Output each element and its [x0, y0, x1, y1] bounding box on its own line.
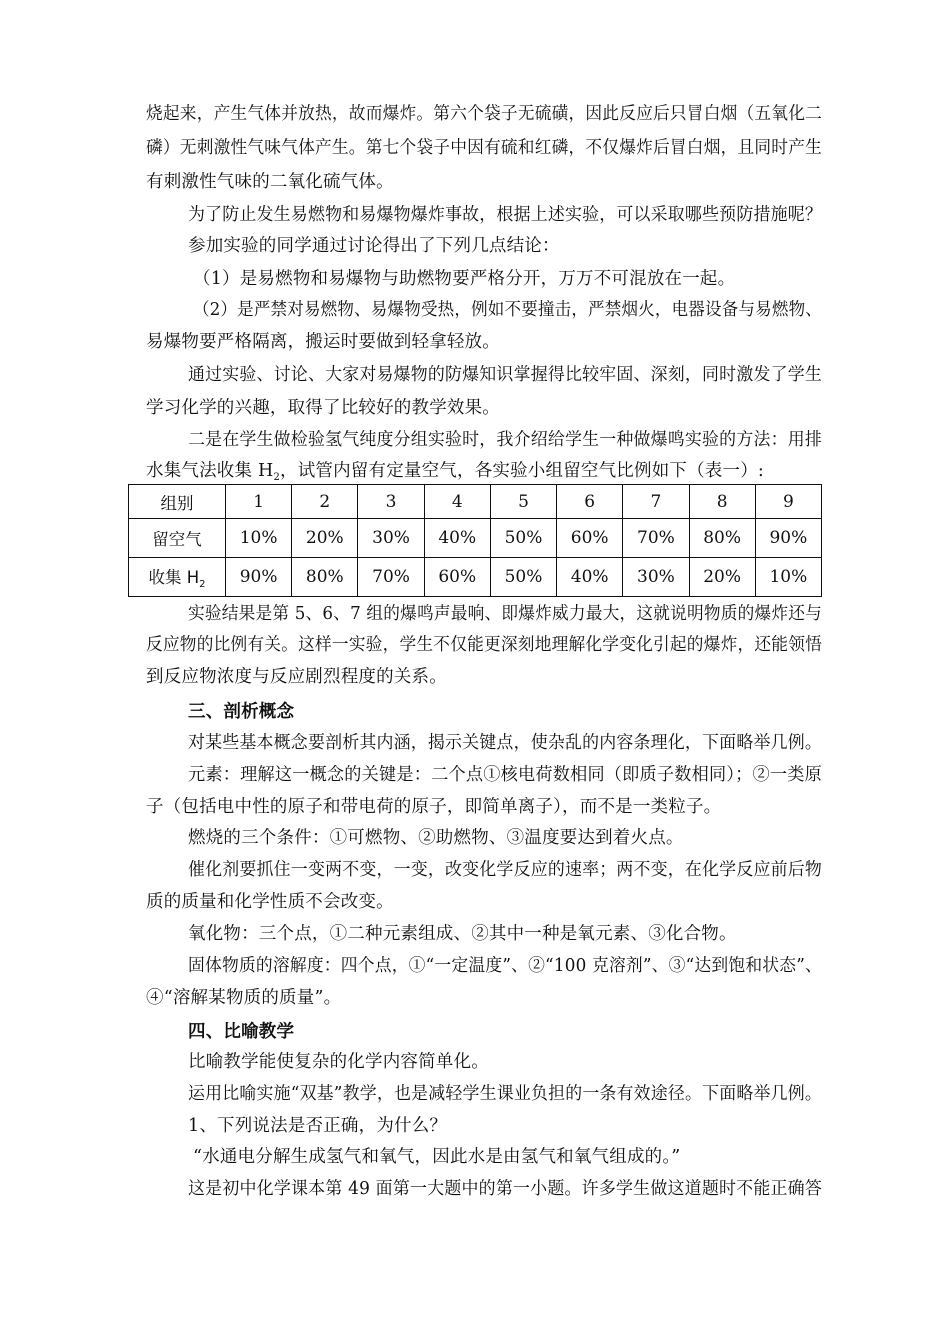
table-cell: 50% — [490, 558, 556, 597]
paragraph-line: 二是在学生做检验氢气纯度分组实验时，我介绍给学生一种做爆鸣实验的方法：用排 — [188, 430, 822, 450]
paragraph-line: 质的质量和化学性质不会改变。 — [146, 892, 394, 912]
table-cell: 60% — [424, 558, 490, 597]
row-header-h2 — [129, 558, 226, 597]
paragraph-line: 通过实验、讨论、大家对易爆物的防爆知识掌握得比较牢固、深刻，同时激发了学生 — [188, 365, 822, 385]
text-span: ，试管内留有定量空气，各实验小组留空气比例如下（表一）: — [280, 461, 764, 481]
paragraph-line: 子（包括电中性的原子和带电荷的原子，即简单离子），而不是一类粒子。 — [146, 797, 722, 817]
paragraph-line: 学习化学的兴趣，取得了比较好的教学效果。 — [146, 398, 500, 418]
paragraph-line: 这是初中化学课本第 49 面第一大题中的第一小题。许多学生做这道题时不能正确答 — [188, 1179, 822, 1199]
row-header-group: 组别 — [129, 485, 226, 519]
paragraph-line: 磷）无刺激性气味气体产生。第七个袋子中因有硫和红磷，不仅爆炸后冒白烟，且同时产生 — [146, 138, 822, 158]
table-cell: 40% — [424, 519, 490, 558]
table-cell: 50% — [490, 519, 556, 558]
table-row — [129, 558, 822, 597]
paragraph-line: 对某些基本概念要剖析其内涵，揭示关键点，使杂乱的内容条理化，下面略举几例。 — [188, 733, 822, 753]
table-cell: 10% — [755, 558, 821, 597]
paragraph-line: 实验结果是第 5、6、7 组的爆鸣声最响、即爆炸威力最大，这就说明物质的爆炸还与 — [188, 604, 822, 624]
paragraph-line: 反应物的比例有关。这样一实验，学生不仅能更深刻地理解化学变化引起的爆炸，还能领悟 — [146, 635, 822, 655]
text-span: 收集 H — [148, 568, 200, 587]
paragraph-line: 到反应物浓度与反应剧烈程度的关系。 — [146, 667, 447, 687]
table-cell: 20% — [689, 558, 755, 597]
paragraph-line: 催化剂要抓住一变两不变，一变，改变化学反应的速率；两不变，在化学反应前后物 — [188, 860, 822, 880]
paragraph-line: （2）是严禁对易燃物、易爆物受热，例如不要撞击，严禁烟火，电器设备与易燃物、 — [193, 300, 822, 320]
table-cell: 4 — [424, 485, 490, 519]
paragraph-line: 固体物质的溶解度：四个点，①“一定温度”、②“100 克溶剂”、③“达到饱和状态”、 — [188, 956, 822, 976]
table-cell: 6 — [557, 485, 623, 519]
row-header-air: 留空气 — [129, 519, 226, 558]
table-cell: 3 — [358, 485, 424, 519]
table-cell: 2 — [292, 485, 358, 519]
subscript: 2 — [199, 579, 206, 590]
table-cell: 9 — [755, 485, 821, 519]
paragraph-line: 1、下列说法是否正确，为什么？ — [188, 1116, 448, 1136]
paragraph-line: （1）是易燃物和易爆物与助燃物要严格分开，万万不可混放在一起。 — [193, 269, 736, 289]
text-span: 水集气法收集 H — [146, 461, 274, 481]
paragraph-line: 运用比喻实施“双基”教学，也是减轻学生课业负担的一条有效途径。下面略举几例。 — [188, 1084, 822, 1104]
table-row — [129, 519, 822, 558]
table-cell: 30% — [358, 519, 424, 558]
table-cell: 70% — [623, 519, 689, 558]
section-heading: 三、剖析概念 — [188, 702, 295, 722]
table-cell: 80% — [689, 519, 755, 558]
paragraph-line: 比喻教学能使复杂的化学内容简单化。 — [188, 1052, 489, 1072]
table-cell: 90% — [755, 519, 821, 558]
paragraph-line: ④“溶解某物质的质量”。 — [146, 988, 342, 1008]
paragraph-line: 易爆物要严格隔离，搬运时要做到轻拿轻放。 — [146, 332, 500, 352]
paragraph-line: 烧起来，产生气体并放热，故而爆炸。第六个袋子无硫磺，因此反应后只冒白烟（五氧化二 — [146, 104, 822, 124]
table-cell: 1 — [226, 485, 292, 519]
experiment-table — [128, 484, 822, 597]
table-cell: 70% — [358, 558, 424, 597]
paragraph-line: 元素：理解这一概念的关键是：二个点①核电荷数相同（即质子数相同）；②一类原 — [188, 765, 822, 785]
table-cell: 7 — [623, 485, 689, 519]
table-cell: 30% — [623, 558, 689, 597]
section-heading: 四、比喻教学 — [188, 1022, 295, 1042]
table-cell: 90% — [226, 558, 292, 597]
table-cell: 8 — [689, 485, 755, 519]
table-row — [129, 485, 822, 519]
paragraph-line: 有刺激性气味的二氧化硫气体。 — [146, 172, 394, 192]
subscript: 2 — [273, 472, 280, 483]
paragraph-line: “水通电分解生成氢气和氧气，因此水是由氢气和氧气组成的。” — [193, 1147, 681, 1167]
paragraph-line: 为了防止发生易燃物和易爆物爆炸事故，根据上述实验，可以采取哪些预防措施呢？ — [188, 205, 822, 225]
table-cell: 60% — [557, 519, 623, 558]
paragraph-line: 参加实验的同学通过讨论得出了下列几点结论： — [188, 236, 560, 256]
table-cell: 5 — [490, 485, 556, 519]
table-cell: 10% — [226, 519, 292, 558]
paragraph-line: 氧化物：三个点，①二种元素组成、②其中一种是氧元素、③化合物。 — [188, 924, 737, 944]
table-cell: 20% — [292, 519, 358, 558]
table-cell: 80% — [292, 558, 358, 597]
table-cell: 40% — [557, 558, 623, 597]
paragraph-line: 燃烧的三个条件：①可燃物、②助燃物、③温度要达到着火点。 — [188, 828, 684, 848]
